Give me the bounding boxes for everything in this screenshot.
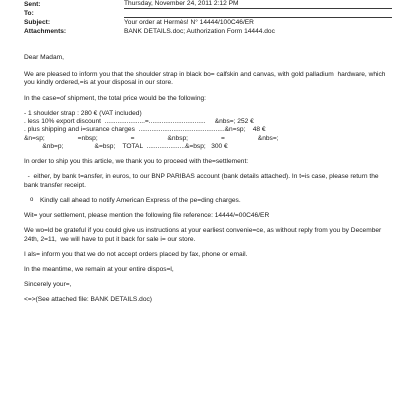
paragraph-intro: We are pleased to inform you that the shoulder strap in black bo= calfskin and canvas, with gold palladium hardware, which you kindly ordered,=is at your disposal in our store. — [24, 71, 388, 87]
to-label: To: — [24, 9, 34, 17]
amex-text: Kindly call ahead to notify American Express of the pe=ding charges. — [40, 196, 241, 204]
price-line-shipping: . plus shipping and i=surance charges ...............................................&n=sp; 48 € — [24, 126, 266, 134]
paragraph-no-fax: I als= inform you that we do not accept orders placed by fax, phone or email. — [24, 250, 248, 258]
paragraph-shipment: In the case=of shipment, the total price would be the following: — [24, 94, 206, 102]
greeting: Dear Madam, — [24, 54, 64, 61]
paragraph-instructions: We wo=ld be grateful if you could give us instructions at your earliest convenie=ce, as without reply from you by December 24th, 2=11, we will have to put it back for sale i= our store. — [24, 227, 384, 243]
attachments-value[interactable]: BANK DETAILS.doc; Authorization Form 14444.doc — [124, 27, 275, 35]
email-body — [24, 54, 390, 305]
price-line-spacer: &n=sp; =nbsp; = &nbsp; = &nbs=; — [24, 134, 279, 142]
amex-bullet — [24, 197, 390, 205]
attached-file-note[interactable]: <=>(See attached file: BANK DETAILS.doc) — [24, 296, 152, 304]
paragraph-reference: Wit= your settlement, please mention the following file reference: 14444/=00C46/ER — [24, 212, 270, 220]
sent-value: Thursday, November 24, 2011 2:12 PM — [124, 0, 392, 9]
signoff: Sincerely your=, — [24, 281, 72, 289]
price-breakdown — [24, 110, 390, 151]
bullet-marker: o — [30, 196, 34, 203]
subject-row — [24, 18, 392, 27]
to-row — [24, 9, 392, 18]
price-line-discount: . less 10% export discount ......................=............................... &nbs=; 252 € — [24, 118, 254, 126]
attachments-row — [24, 27, 392, 36]
sent-label: Sent: — [24, 0, 41, 8]
price-line-item: - 1 shoulder strap : 280 € (VAT included) — [24, 109, 142, 117]
sent-row — [24, 0, 392, 9]
paragraph-settlement: In order to ship you this article, we thank you to proceed with the=settlement: — [24, 158, 249, 166]
paragraph-bank-transfer: - either, by bank t=ansfer, in euros, to our BNP PARIBAS account (bank details attached). In t=is case, please return the bank transfer receipt. — [24, 173, 381, 189]
paragraph-disposal: In the meantime, we remain at your entire dispos=l, — [24, 265, 174, 273]
price-line-total: &nb=p; &=bsp; TOTAL .....................&=bsp; 300 € — [24, 142, 228, 150]
attachments-label: Attachments: — [24, 27, 67, 35]
subject-label: Subject: — [24, 18, 51, 26]
email-header — [24, 0, 392, 36]
subject-value: Your order at Hermès! N° 14444/100C46/ER — [124, 18, 254, 26]
